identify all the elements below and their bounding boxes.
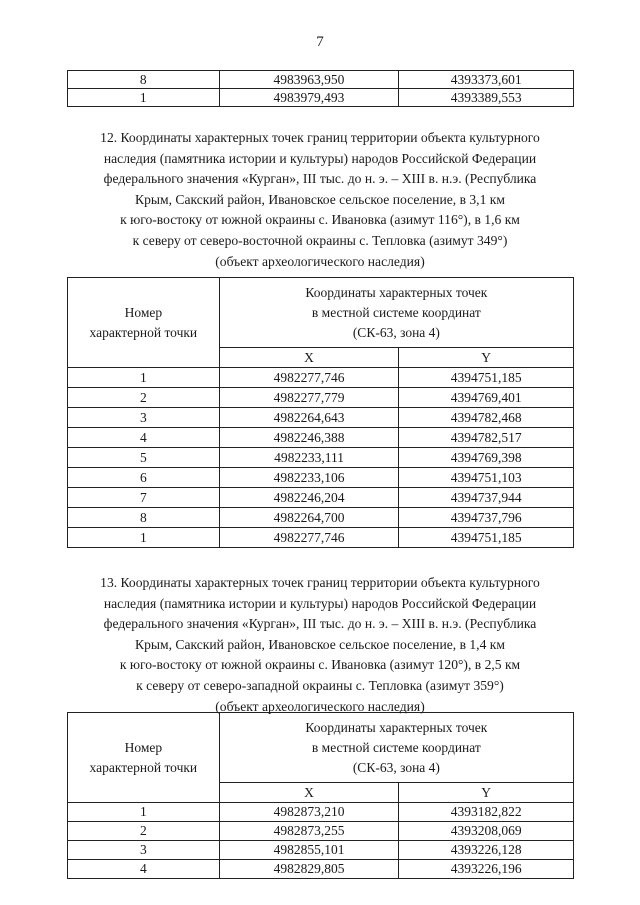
caption-line: Крым, Сакский район, Ивановское сельское поселение, в 1,4 км	[135, 636, 505, 652]
caption-line: (объект археологического наследия)	[215, 253, 425, 269]
x-column-header: X	[219, 348, 399, 368]
y-coordinate-cell: 4394769,398	[399, 448, 574, 468]
table-row	[68, 368, 574, 388]
x-coordinate-cell: 4982873,210	[219, 803, 399, 822]
table-row	[68, 408, 574, 428]
y-coordinate-cell: 4393208,069	[399, 822, 574, 841]
x-coordinate-cell: 4982246,204	[219, 488, 399, 508]
y-column-header: Y	[399, 348, 574, 368]
x-coordinate-cell: 4983963,950	[219, 71, 399, 89]
x-coordinate-cell: 4982873,255	[219, 822, 399, 841]
y-coordinate-cell: 4394737,944	[399, 488, 574, 508]
y-coordinate-cell: 4393226,196	[399, 860, 574, 879]
point-number-cell: 5	[68, 448, 220, 468]
caption-line: Крым, Сакский район, Ивановское сельское поселение, в 3,1 км	[135, 191, 505, 207]
x-coordinate-cell: 4983979,493	[219, 89, 399, 107]
y-coordinate-cell: 4394782,517	[399, 428, 574, 448]
section-12-table-body	[68, 368, 574, 548]
section-13-caption	[66, 573, 574, 717]
point-number-cell: 1	[68, 528, 220, 548]
y-coordinate-cell: 4394751,103	[399, 468, 574, 488]
point-number-cell: 8	[68, 508, 220, 528]
caption-line: 12. Координаты характерных точек границ территории объекта культурного	[100, 130, 540, 145]
caption-line: наследия (памятника истории и культуры) народов Российской Федерации	[103, 150, 537, 166]
point-number-cell: 8	[68, 71, 220, 89]
point-number-cell: 4	[68, 428, 220, 448]
coordinates-header: Координаты характерных точек в местной системе координат (СК-63, зона 4)	[219, 713, 573, 783]
point-number-header: Номер характерной точки	[68, 278, 220, 368]
table-row	[68, 428, 574, 448]
section-12-table	[67, 277, 574, 548]
y-coordinate-cell: 4393182,822	[399, 803, 574, 822]
section-13-table-body	[68, 803, 574, 879]
coordinates-header: Координаты характерных точек в местной системе координат (СК-63, зона 4)	[219, 278, 573, 348]
y-coordinate-cell: 4393373,601	[399, 71, 574, 89]
page-number: 7	[316, 34, 324, 50]
y-coordinate-cell: 4393389,553	[399, 89, 574, 107]
y-coordinate-cell: 4394737,796	[399, 508, 574, 528]
point-number-cell: 1	[68, 89, 220, 107]
point-number-cell: 6	[68, 468, 220, 488]
caption-line: к северу от северо-восточной окраины с. Тепловка (азимут 349°)	[132, 232, 508, 248]
point-number-cell: 4	[68, 860, 220, 879]
caption-line: 13. Координаты характерных точек границ территории объекта культурного	[100, 575, 540, 590]
x-coordinate-cell: 4982277,779	[219, 388, 399, 408]
table-row	[68, 803, 574, 822]
caption-line: к юго-востоку от южной окраины с. Ивановка (азимут 120°), в 2,5 км	[119, 657, 521, 673]
table-row	[68, 448, 574, 468]
point-number-cell: 2	[68, 388, 220, 408]
continued-coordinates-table	[67, 70, 574, 107]
table-row	[68, 388, 574, 408]
point-number-cell: 3	[68, 841, 220, 860]
x-column-header: X	[219, 783, 399, 803]
x-coordinate-cell: 4982264,700	[219, 508, 399, 528]
x-coordinate-cell: 4982277,746	[219, 528, 399, 548]
table-row	[68, 89, 574, 107]
table-row	[68, 528, 574, 548]
point-number-cell: 3	[68, 408, 220, 428]
point-number-cell: 7	[68, 488, 220, 508]
point-number-cell: 1	[68, 368, 220, 388]
caption-line: к северу от северо-западной окраины с. Тепловка (азимут 359°)	[136, 677, 504, 693]
y-column-header: Y	[399, 783, 574, 803]
point-number-header: Номер характерной точки	[68, 713, 220, 803]
table-row	[68, 508, 574, 528]
table-row	[68, 841, 574, 860]
caption-line: федерального значения «Курган», III тыс. до н. э. – XIII в. н.э. (Республика	[103, 171, 537, 187]
y-coordinate-cell: 4394751,185	[399, 528, 574, 548]
table-row	[68, 822, 574, 841]
x-coordinate-cell: 4982233,106	[219, 468, 399, 488]
y-coordinate-cell: 4393226,128	[399, 841, 574, 860]
section-13-table	[67, 712, 574, 879]
x-coordinate-cell: 4982855,101	[219, 841, 399, 860]
x-coordinate-cell: 4982246,388	[219, 428, 399, 448]
caption-line: (объект археологического наследия)	[215, 698, 425, 714]
point-number-cell: 2	[68, 822, 220, 841]
x-coordinate-cell: 4982264,643	[219, 408, 399, 428]
table-row	[68, 468, 574, 488]
x-coordinate-cell: 4982277,746	[219, 368, 399, 388]
x-coordinate-cell: 4982233,111	[219, 448, 399, 468]
section-12-caption	[66, 128, 574, 272]
table-row	[68, 860, 574, 879]
point-number-cell: 1	[68, 803, 220, 822]
y-coordinate-cell: 4394782,468	[399, 408, 574, 428]
continued-table-body	[68, 71, 574, 107]
table-row	[68, 488, 574, 508]
table-row	[68, 71, 574, 89]
y-coordinate-cell: 4394769,401	[399, 388, 574, 408]
caption-line: федерального значения «Курган», III тыс. до н. э. – XIII в. н.э. (Республика	[103, 616, 537, 632]
x-coordinate-cell: 4982829,805	[219, 860, 399, 879]
y-coordinate-cell: 4394751,185	[399, 368, 574, 388]
caption-line: наследия (памятника истории и культуры) народов Российской Федерации	[103, 595, 537, 611]
caption-line: к юго-востоку от южной окраины с. Ивановка (азимут 116°), в 1,6 км	[120, 212, 520, 228]
